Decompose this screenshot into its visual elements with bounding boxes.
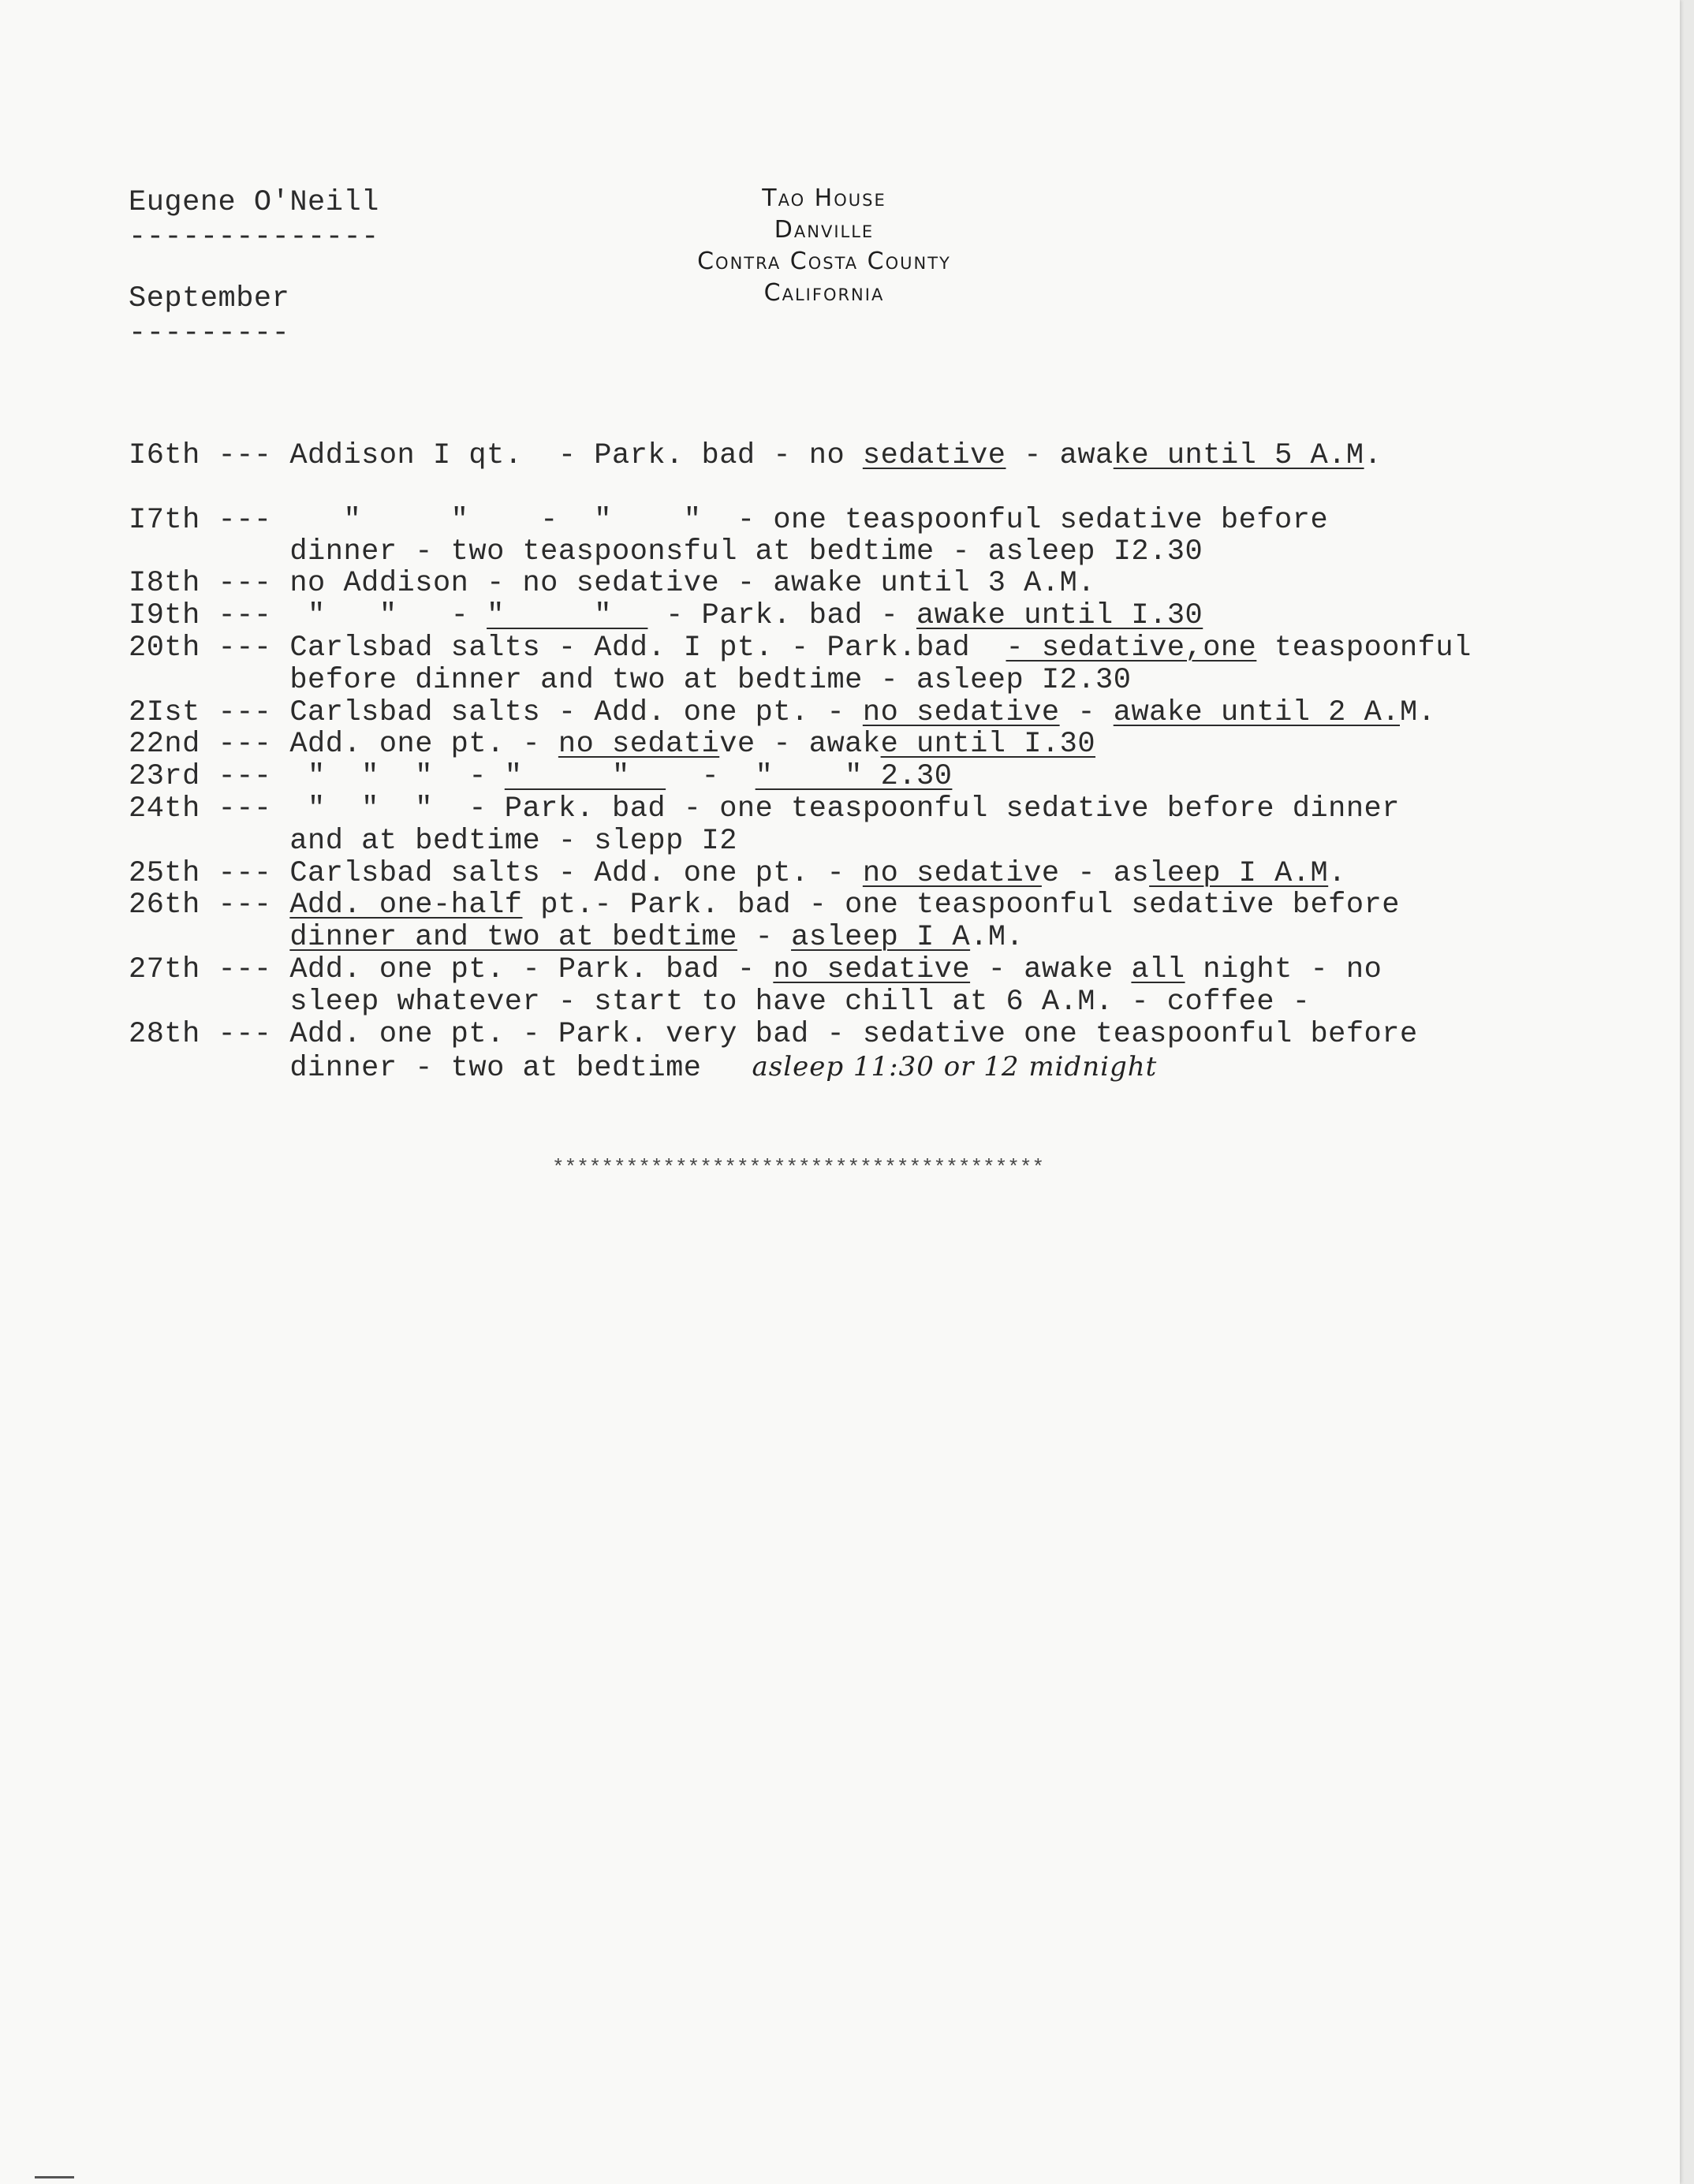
entry-line: 25th --- Carlsbad salts - Add. one pt. - no sedative - asleep I A.M. bbox=[129, 857, 1346, 890]
month-underline: --------- bbox=[129, 317, 290, 350]
entry-line: dinner - two teaspoonsful at bedtime - asleep I2.30 bbox=[129, 535, 1203, 568]
letterhead-line: Contra Costa County bbox=[697, 248, 951, 275]
entry-line: I6th --- Addison I qt. - Park. bad - no sedative - awake until 5 A.M. bbox=[129, 439, 1382, 472]
author-underline: -------------- bbox=[129, 221, 379, 254]
entry-line: sleep whatever - start to have chill at 6 A.M. - coffee - bbox=[129, 986, 1311, 1019]
entry-line: I8th --- no Addison - no sedative - awake until 3 A.M. bbox=[129, 567, 1095, 600]
entry-line: dinner and two at bedtime - asleep I A.M. bbox=[289, 921, 1024, 954]
entry-line: 27th --- Add. one pt. - Park. bad - no sedative - awake all night - no bbox=[129, 953, 1382, 986]
letterhead-line: Danville bbox=[774, 216, 875, 244]
handwritten-note: asleep 11:30 or 12 midnight bbox=[752, 1051, 1158, 1083]
entry-line: 22nd --- Add. one pt. - no sedative - awake until I.30 bbox=[129, 728, 1096, 761]
letterhead bbox=[647, 183, 1002, 309]
entry-line: I7th --- " " - " " - one teaspoonful sedative before bbox=[129, 504, 1329, 537]
letterhead-line: California bbox=[763, 279, 885, 307]
entry-line: 26th --- Add. one-half pt.- Park. bad - one teaspoonful sedative before bbox=[129, 889, 1400, 922]
author-name: Eugene O'Neill bbox=[129, 186, 379, 219]
entry-line: I9th --- " " - " " - Park. bad - awake until I.30 bbox=[129, 599, 1203, 632]
closing-asterisk-rule: **************************************** bbox=[552, 1156, 1045, 1180]
entry-line: 24th --- " " " - Park. bad - one teaspoonful sedative before dinner bbox=[129, 792, 1400, 826]
entry-line: and at bedtime - slepp I2 bbox=[129, 825, 737, 858]
month-heading: September bbox=[129, 282, 290, 315]
entry-line: before dinner and two at bedtime - asleep I2.30 bbox=[129, 664, 1132, 697]
scan-edge-mark bbox=[35, 2176, 74, 2178]
entry-line: dinner - two at bedtime asleep 11:30 or 12 midnight bbox=[129, 1051, 1158, 1085]
entry-line: 20th --- Carlsbad salts - Add. I pt. - Park.bad - sedative,one teaspoonful bbox=[129, 632, 1472, 665]
entry-line: 2Ist --- Carlsbad salts - Add. one pt. - no sedative - awake until 2 A.M. bbox=[129, 696, 1436, 729]
entry-line: 23rd --- " " " - " " - " " 2.30 bbox=[129, 760, 953, 793]
letterhead-line: Tao House bbox=[762, 184, 886, 212]
entry-line: 28th --- Add. one pt. - Park. very bad - sedative one teaspoonful before bbox=[129, 1018, 1418, 1051]
